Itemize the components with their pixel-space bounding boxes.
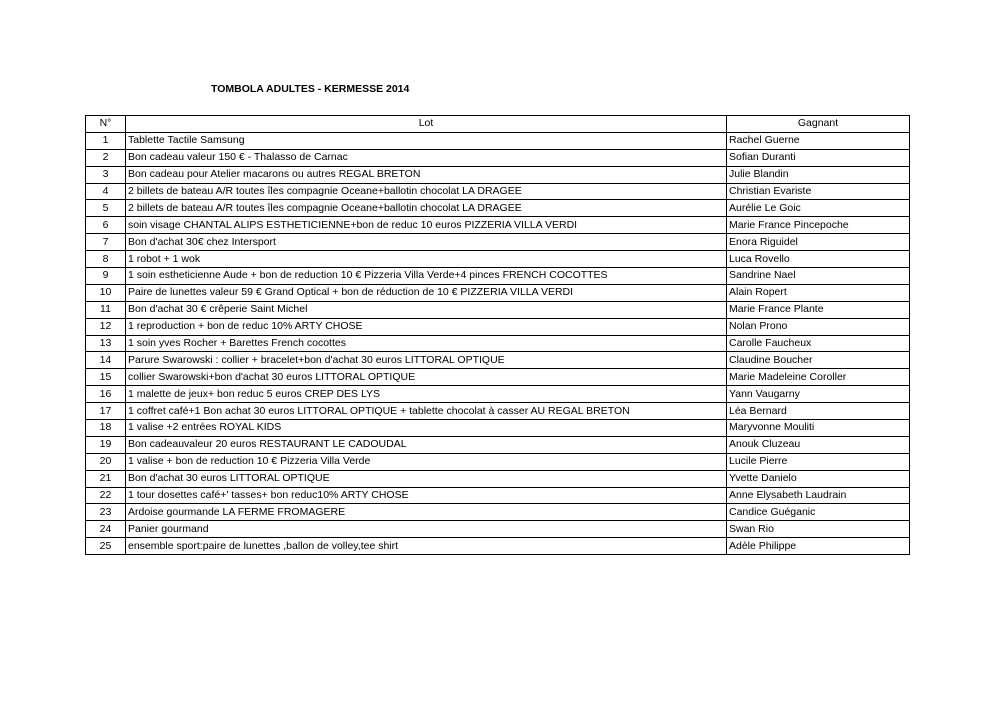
- row-lot: 1 reproduction + bon de reduc 10% ARTY CHOSE: [126, 318, 727, 335]
- row-lot: 1 malette de jeux+ bon reduc 5 euros CREP DES LYS: [126, 386, 727, 403]
- table-row: [86, 453, 910, 470]
- table-row: [86, 183, 910, 200]
- table-row: [86, 284, 910, 301]
- row-lot: 2 billets de bateau A/R toutes îles compagnie Oceane+ballotin chocolat LA DRAGEE: [126, 200, 727, 217]
- row-number: 17: [86, 403, 126, 420]
- row-lot: Bon d'achat 30 euros LITTORAL OPTIQUE: [126, 470, 727, 487]
- table-row: [86, 166, 910, 183]
- row-lot: 1 soin estheticienne Aude + bon de reduction 10 € Pizzeria Villa Verde+4 pinces FRENCH COCOTTES: [126, 268, 727, 285]
- row-lot: soin visage CHANTAL ALIPS ESTHETICIENNE+bon de reduc 10 euros PIZZERIA VILLA VERDI: [126, 217, 727, 234]
- row-winner: Marie Madeleine Coroller: [727, 369, 910, 386]
- row-lot: Bon cadeauvaleur 20 euros RESTAURANT LE CADOUDAL: [126, 436, 727, 453]
- row-winner: Yvette Danielo: [727, 470, 910, 487]
- row-lot: 1 tour dosettes café+' tasses+ bon reduc10% ARTY CHOSE: [126, 487, 727, 504]
- row-winner: Carolle Faucheux: [727, 335, 910, 352]
- row-lot: Ardoise gourmande LA FERME FROMAGERE: [126, 504, 727, 521]
- row-number: 6: [86, 217, 126, 234]
- row-number: 2: [86, 149, 126, 166]
- lots-table: [85, 115, 910, 555]
- row-winner: Marie France Pincepoche: [727, 217, 910, 234]
- row-winner: Sandrine Nael: [727, 268, 910, 285]
- row-number: 10: [86, 284, 126, 301]
- table-row: [86, 149, 910, 166]
- row-number: 9: [86, 268, 126, 285]
- table-row: [86, 487, 910, 504]
- table-row: [86, 436, 910, 453]
- row-number: 4: [86, 183, 126, 200]
- table-row: [86, 234, 910, 251]
- table-header-row: [86, 116, 910, 133]
- row-winner: Claudine Boucher: [727, 352, 910, 369]
- row-winner: Nolan Prono: [727, 318, 910, 335]
- row-winner: Candice Guéganic: [727, 504, 910, 521]
- row-number: 7: [86, 234, 126, 251]
- table-row: [86, 386, 910, 403]
- row-number: 5: [86, 200, 126, 217]
- table-row: [86, 538, 910, 555]
- row-winner: Aurélie Le Goic: [727, 200, 910, 217]
- row-lot: Bon d'achat 30€ chez Intersport: [126, 234, 727, 251]
- table-row: [86, 521, 910, 538]
- row-winner: Luca Rovello: [727, 251, 910, 268]
- row-lot: Bon cadeau valeur 150 € - Thalasso de Carnac: [126, 149, 727, 166]
- row-number: 1: [86, 132, 126, 149]
- column-header-lot: Lot: [126, 116, 727, 133]
- row-winner: Sofian Duranti: [727, 149, 910, 166]
- row-number: 3: [86, 166, 126, 183]
- row-lot: 1 coffret café+1 Bon achat 30 euros LITTORAL OPTIQUE + tablette chocolat à casser AU REGAL BRETON: [126, 403, 727, 420]
- row-lot: Bon d'achat 30 € crêperie Saint Michel: [126, 301, 727, 318]
- table-row: [86, 217, 910, 234]
- row-winner: Swan Rio: [727, 521, 910, 538]
- row-number: 18: [86, 420, 126, 437]
- row-lot: 1 valise +2 entrées ROYAL KIDS: [126, 420, 727, 437]
- row-winner: Christian Evariste: [727, 183, 910, 200]
- row-lot: Tablette Tactile Samsung: [126, 132, 727, 149]
- row-winner: Enora Riguidel: [727, 234, 910, 251]
- row-number: 19: [86, 436, 126, 453]
- row-number: 8: [86, 251, 126, 268]
- table-row: [86, 420, 910, 437]
- row-winner: Anouk Cluzeau: [727, 436, 910, 453]
- table-row: [86, 251, 910, 268]
- row-winner: Anne Elysabeth Laudrain: [727, 487, 910, 504]
- row-winner: Yann Vaugarny: [727, 386, 910, 403]
- row-number: 16: [86, 386, 126, 403]
- row-winner: Julie Blandin: [727, 166, 910, 183]
- row-number: 23: [86, 504, 126, 521]
- table-row: [86, 369, 910, 386]
- row-number: 20: [86, 453, 126, 470]
- row-winner: Rachel Guerne: [727, 132, 910, 149]
- column-header-winner: Gagnant: [727, 116, 910, 133]
- row-lot: 1 robot + 1 wok: [126, 251, 727, 268]
- row-lot: 2 billets de bateau A/R toutes îles compagnie Oceane+ballotin chocolat LA DRAGEE: [126, 183, 727, 200]
- row-number: 15: [86, 369, 126, 386]
- row-number: 24: [86, 521, 126, 538]
- column-header-num: N°: [86, 116, 126, 133]
- table-row: [86, 335, 910, 352]
- table-row: [86, 504, 910, 521]
- row-lot: ensemble sport:paire de lunettes ,ballon de volley,tee shirt: [126, 538, 727, 555]
- row-winner: Lucile Pierre: [727, 453, 910, 470]
- row-number: 13: [86, 335, 126, 352]
- row-lot: 1 valise + bon de reduction 10 € Pizzeria Villa Verde: [126, 453, 727, 470]
- table-body: [86, 132, 910, 554]
- row-lot: collier Swarowski+bon d'achat 30 euros LITTORAL OPTIQUE: [126, 369, 727, 386]
- page-title: TOMBOLA ADULTES - KERMESSE 2014: [211, 83, 410, 95]
- row-number: 21: [86, 470, 126, 487]
- row-number: 12: [86, 318, 126, 335]
- row-lot: Parure Swarowski : collier + bracelet+bon d'achat 30 euros LITTORAL OPTIQUE: [126, 352, 727, 369]
- table-row: [86, 200, 910, 217]
- row-winner: Maryvonne Mouliti: [727, 420, 910, 437]
- table-row: [86, 470, 910, 487]
- row-winner: Léa Bernard: [727, 403, 910, 420]
- row-lot: Paire de lunettes valeur 59 € Grand Optical + bon de réduction de 10 € PIZZERIA VILLA VERDI: [126, 284, 727, 301]
- table-row: [86, 403, 910, 420]
- row-winner: Marie France Plante: [727, 301, 910, 318]
- row-winner: Alain Ropert: [727, 284, 910, 301]
- row-number: 11: [86, 301, 126, 318]
- row-number: 25: [86, 538, 126, 555]
- table-row: [86, 352, 910, 369]
- row-number: 14: [86, 352, 126, 369]
- table-row: [86, 318, 910, 335]
- table-row: [86, 132, 910, 149]
- row-lot: 1 soin yves Rocher + Barettes French cocottes: [126, 335, 727, 352]
- row-number: 22: [86, 487, 126, 504]
- row-lot: Bon cadeau pour Atelier macarons ou autres REGAL BRETON: [126, 166, 727, 183]
- table-row: [86, 301, 910, 318]
- table-row: [86, 268, 910, 285]
- row-winner: Adèle Philippe: [727, 538, 910, 555]
- row-lot: Panier gourmand: [126, 521, 727, 538]
